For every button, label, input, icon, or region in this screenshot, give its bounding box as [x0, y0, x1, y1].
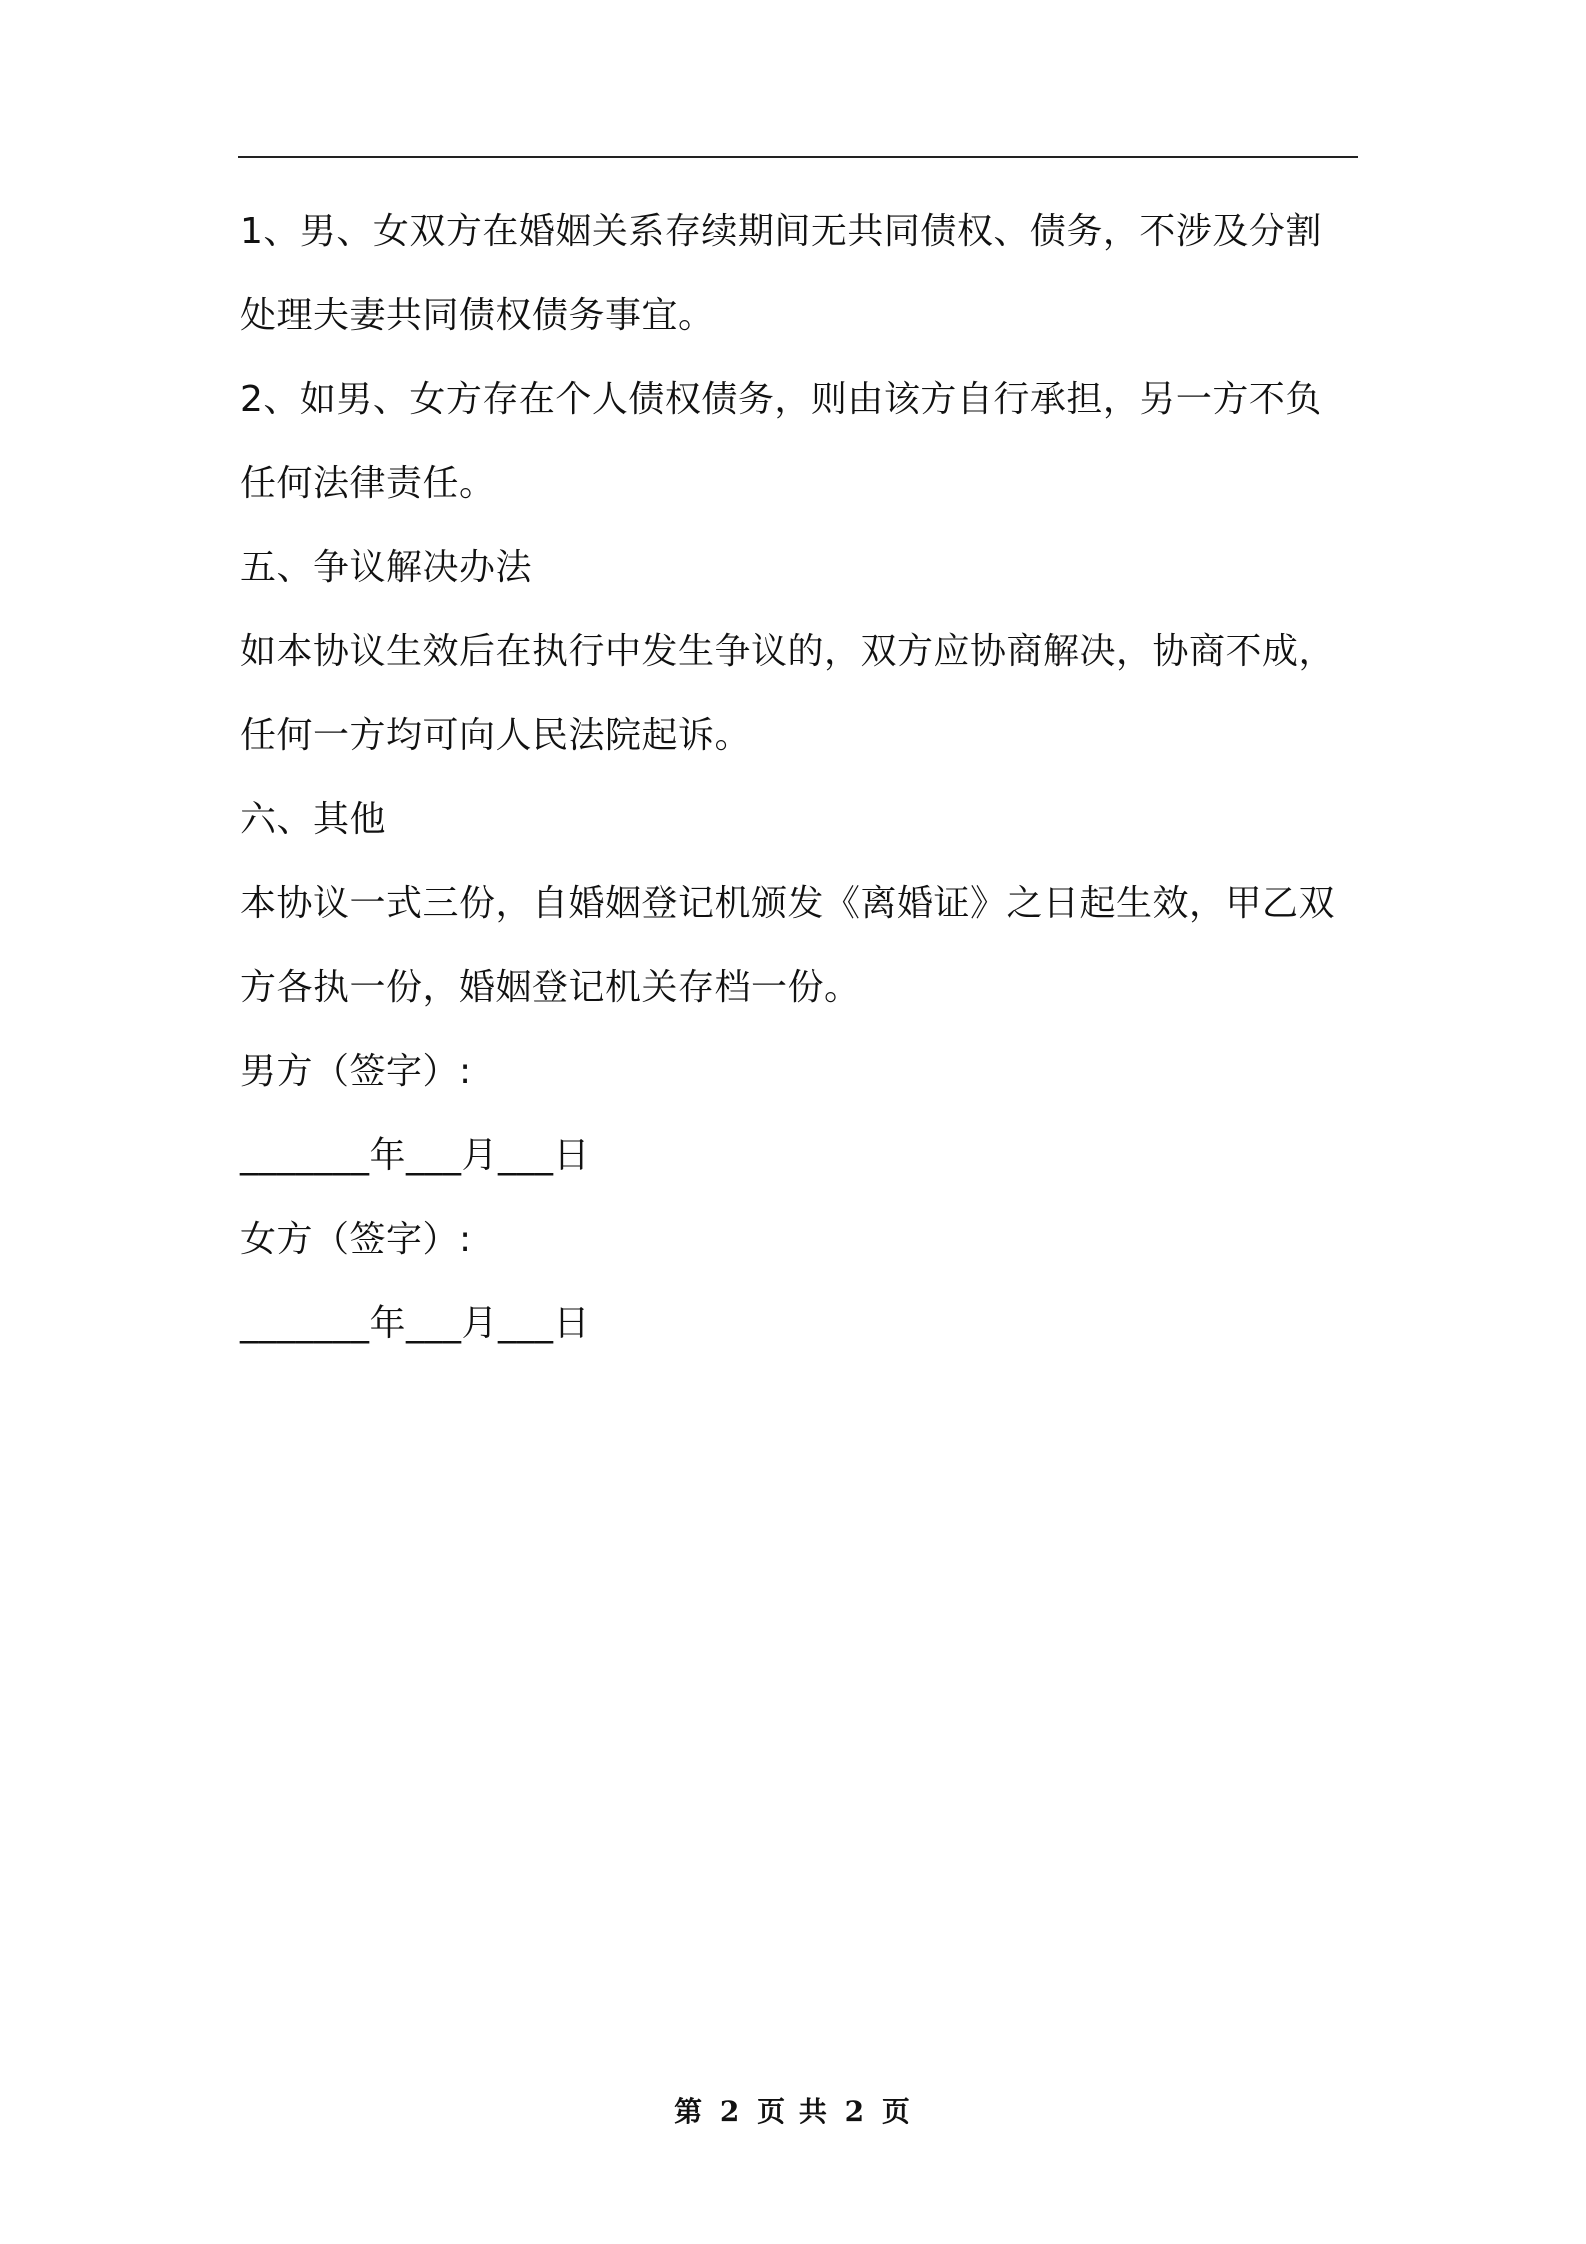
page-footer-prefix: 第: [674, 2095, 705, 2128]
dispute-paragraph-line-1: 如本协议生效后在执行中发生争议的，双方应协商解决，协商不成，: [240, 631, 1336, 672]
page-footer: [0, 2090, 1586, 2130]
page-number-current: 2: [719, 2095, 742, 2128]
section-heading-other: 六、其他: [240, 799, 387, 840]
male-signature-date: _______年___月___日: [240, 1135, 591, 1176]
male-signature-label: 男方（签字）:: [240, 1051, 472, 1092]
debt-clause-2-line-1: 2、如男、女方存在个人债权债务，则由该方自行承担，另一方不负: [240, 379, 1322, 420]
debt-clause-1-line-1: 1、男、女双方在婚姻关系存续期间无共同债权、债务，不涉及分割: [240, 211, 1322, 252]
female-signature-label: 女方（签字）:: [240, 1219, 472, 1260]
debt-clause-2-line-2: 任何法律责任。: [240, 463, 496, 504]
document-body: [240, 190, 1365, 1366]
page-footer-suffix: 页: [881, 2095, 912, 2128]
other-paragraph-line-2: 方各执一份，婚姻登记机关存档一份。: [240, 967, 861, 1008]
header-rule: [238, 156, 1358, 158]
female-signature-date: _______年___月___日: [240, 1303, 591, 1344]
other-paragraph-line-1: 本协议一式三份，自婚姻登记机颁发《离婚证》之日起生效，甲乙双: [240, 883, 1336, 924]
dispute-paragraph-line-2: 任何一方均可向人民法院起诉。: [240, 715, 752, 756]
debt-clause-1-line-2: 处理夫妻共同债权债务事宜。: [240, 295, 715, 336]
page-number-total: 2: [844, 2095, 867, 2128]
section-heading-dispute: 五、争议解决办法: [240, 547, 533, 588]
page-footer-middle: 页 共: [757, 2095, 829, 2128]
